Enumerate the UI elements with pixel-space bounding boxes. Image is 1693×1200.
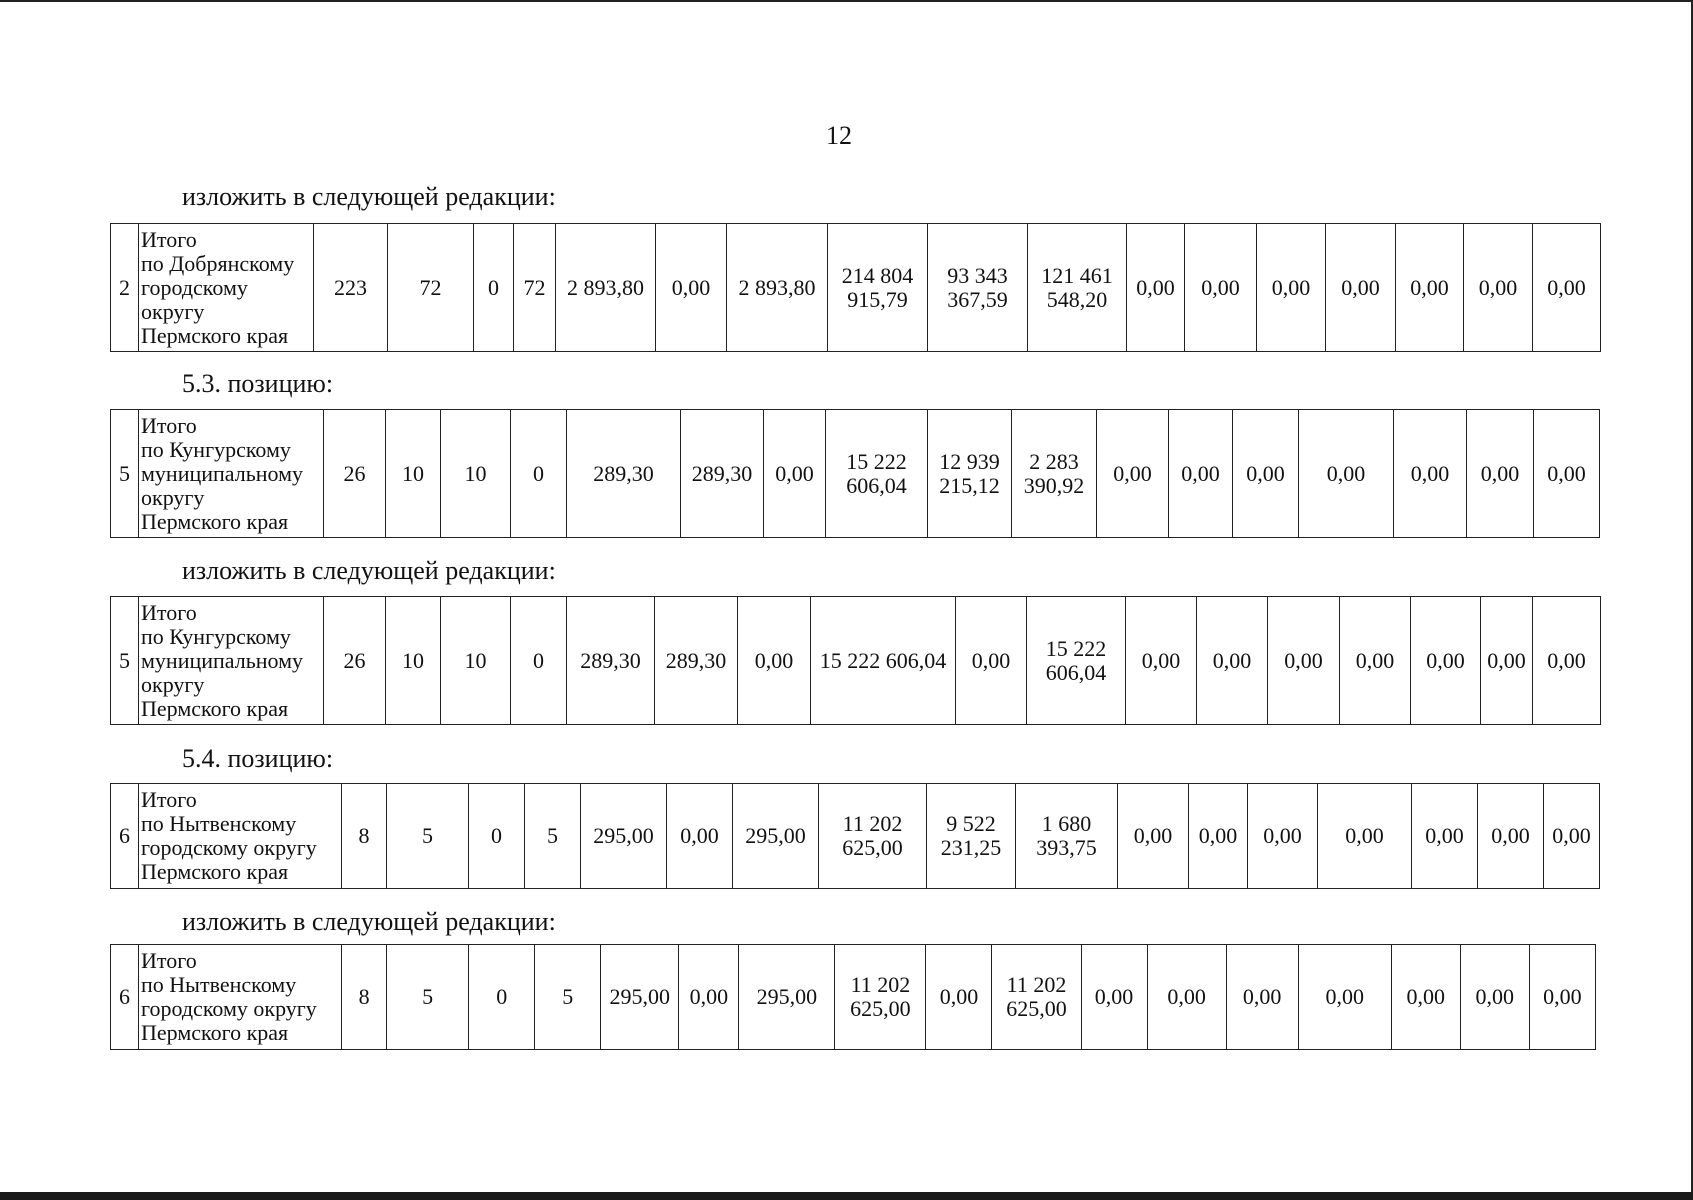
row-name: Итого по Добрянскому городскому округу Пермского края bbox=[139, 224, 314, 352]
value-cell: 0 bbox=[469, 784, 525, 889]
value-cell: 10 bbox=[441, 597, 511, 725]
value-cell: 10 bbox=[386, 410, 441, 538]
value-cell: 295,00 bbox=[733, 784, 819, 889]
value-cell: 0,00 bbox=[1481, 597, 1533, 725]
table-row bbox=[111, 224, 1601, 352]
row-number: 5 bbox=[111, 597, 139, 725]
row-number: 6 bbox=[111, 784, 139, 889]
data-table bbox=[110, 944, 1596, 1050]
value-cell: 0,00 bbox=[1533, 224, 1601, 352]
value-cell: 2 893,80 bbox=[727, 224, 828, 352]
value-cell: 0,00 bbox=[1411, 597, 1481, 725]
value-cell: 11 202 625,00 bbox=[835, 945, 926, 1050]
value-cell: 8 bbox=[342, 945, 387, 1050]
value-cell: 0,00 bbox=[1118, 784, 1189, 889]
value-cell: 0,00 bbox=[1185, 224, 1257, 352]
table-row bbox=[111, 784, 1600, 889]
value-cell: 121 461 548,20 bbox=[1028, 224, 1127, 352]
data-table bbox=[110, 223, 1601, 352]
value-cell: 0,00 bbox=[1248, 784, 1318, 889]
value-cell: 289,30 bbox=[567, 597, 655, 725]
block-heading: изложить в следующей редакции: bbox=[182, 182, 556, 211]
value-cell: 15 222 606,04 bbox=[1027, 597, 1126, 725]
value-cell: 10 bbox=[441, 410, 511, 538]
value-cell: 0,00 bbox=[1257, 224, 1326, 352]
value-cell: 15 222 606,04 bbox=[811, 597, 956, 725]
value-cell: 0,00 bbox=[1464, 224, 1533, 352]
value-cell: 0,00 bbox=[1268, 597, 1340, 725]
value-cell: 9 522 231,25 bbox=[927, 784, 1016, 889]
value-cell: 295,00 bbox=[581, 784, 667, 889]
value-cell: 0,00 bbox=[656, 224, 727, 352]
value-cell: 0 bbox=[469, 945, 535, 1050]
value-cell: 0,00 bbox=[1478, 784, 1544, 889]
value-cell: 289,30 bbox=[681, 410, 764, 538]
value-cell: 0,00 bbox=[926, 945, 992, 1050]
value-cell: 15 222 606,04 bbox=[826, 410, 928, 538]
value-cell: 0,00 bbox=[1233, 410, 1299, 538]
value-cell: 0,00 bbox=[1467, 410, 1534, 538]
value-cell: 0,00 bbox=[1394, 410, 1467, 538]
value-cell: 0,00 bbox=[667, 784, 733, 889]
value-cell: 0,00 bbox=[1127, 224, 1185, 352]
value-cell: 0,00 bbox=[1460, 945, 1529, 1050]
value-cell: 214 804 915,79 bbox=[828, 224, 928, 352]
value-cell: 0 bbox=[511, 597, 567, 725]
row-number: 6 bbox=[111, 945, 139, 1050]
value-cell: 12 939 215,12 bbox=[928, 410, 1012, 538]
block-heading: изложить в следующей редакции: bbox=[182, 907, 556, 936]
table-row bbox=[111, 597, 1601, 725]
value-cell: 0,00 bbox=[1326, 224, 1396, 352]
row-name: Итого по Нытвенскому городскому округу Пермского края bbox=[139, 784, 342, 889]
table-row bbox=[111, 945, 1596, 1050]
value-cell: 0,00 bbox=[1189, 784, 1248, 889]
value-cell: 0,00 bbox=[1340, 597, 1411, 725]
data-table bbox=[110, 783, 1600, 889]
value-cell: 0,00 bbox=[1391, 945, 1460, 1050]
value-cell: 2 283 390,92 bbox=[1012, 410, 1097, 538]
value-cell: 0,00 bbox=[1534, 410, 1600, 538]
value-cell: 0 bbox=[474, 224, 514, 352]
value-cell: 0,00 bbox=[956, 597, 1027, 725]
value-cell: 0,00 bbox=[1169, 410, 1233, 538]
value-cell: 0,00 bbox=[1299, 410, 1394, 538]
value-cell: 0,00 bbox=[1396, 224, 1464, 352]
value-cell: 0 bbox=[511, 410, 567, 538]
value-cell: 0,00 bbox=[764, 410, 826, 538]
block-heading: 5.3. позицию: bbox=[182, 369, 334, 398]
page-number: 12 bbox=[826, 121, 852, 150]
row-number: 5 bbox=[111, 410, 139, 538]
value-cell: 26 bbox=[324, 410, 386, 538]
value-cell: 0,00 bbox=[1226, 945, 1298, 1050]
value-cell: 0,00 bbox=[1081, 945, 1147, 1050]
value-cell: 11 202 625,00 bbox=[819, 784, 927, 889]
value-cell: 289,30 bbox=[567, 410, 681, 538]
row-name: Итого по Кунгурскому муниципальному округу Пермского края bbox=[139, 597, 324, 725]
value-cell: 0,00 bbox=[1412, 784, 1478, 889]
data-table bbox=[110, 409, 1600, 538]
value-cell: 0,00 bbox=[679, 945, 739, 1050]
value-cell: 0,00 bbox=[1544, 784, 1600, 889]
value-cell: 295,00 bbox=[601, 945, 679, 1050]
value-cell: 72 bbox=[514, 224, 556, 352]
value-cell: 11 202 625,00 bbox=[992, 945, 1081, 1050]
value-cell: 8 bbox=[342, 784, 387, 889]
value-cell: 0,00 bbox=[1533, 597, 1601, 725]
value-cell: 93 343 367,59 bbox=[928, 224, 1028, 352]
value-cell: 0,00 bbox=[1097, 410, 1169, 538]
value-cell: 0,00 bbox=[1197, 597, 1268, 725]
value-cell: 0,00 bbox=[1126, 597, 1197, 725]
value-cell: 5 bbox=[535, 945, 601, 1050]
value-cell: 0,00 bbox=[1529, 945, 1595, 1050]
table-row bbox=[111, 410, 1600, 538]
value-cell: 0,00 bbox=[738, 597, 811, 725]
value-cell: 289,30 bbox=[655, 597, 738, 725]
block-heading: изложить в следующей редакции: bbox=[182, 556, 556, 585]
row-name: Итого по Кунгурскому муниципальному округу Пермского края bbox=[139, 410, 324, 538]
value-cell: 5 bbox=[387, 784, 469, 889]
data-table bbox=[110, 596, 1601, 725]
value-cell: 72 bbox=[388, 224, 474, 352]
row-name: Итого по Нытвенскому городскому округу Пермского края bbox=[139, 945, 342, 1050]
row-number: 2 bbox=[111, 224, 139, 352]
value-cell: 1 680 393,75 bbox=[1016, 784, 1118, 889]
value-cell: 0,00 bbox=[1298, 945, 1391, 1050]
block-heading: 5.4. позицию: bbox=[182, 744, 334, 773]
scan-edge bbox=[0, 1192, 1693, 1200]
value-cell: 223 bbox=[314, 224, 388, 352]
value-cell: 0,00 bbox=[1318, 784, 1412, 889]
value-cell: 2 893,80 bbox=[556, 224, 656, 352]
value-cell: 10 bbox=[386, 597, 441, 725]
value-cell: 0,00 bbox=[1147, 945, 1226, 1050]
value-cell: 295,00 bbox=[739, 945, 835, 1050]
value-cell: 26 bbox=[324, 597, 386, 725]
value-cell: 5 bbox=[525, 784, 581, 889]
value-cell: 5 bbox=[387, 945, 469, 1050]
